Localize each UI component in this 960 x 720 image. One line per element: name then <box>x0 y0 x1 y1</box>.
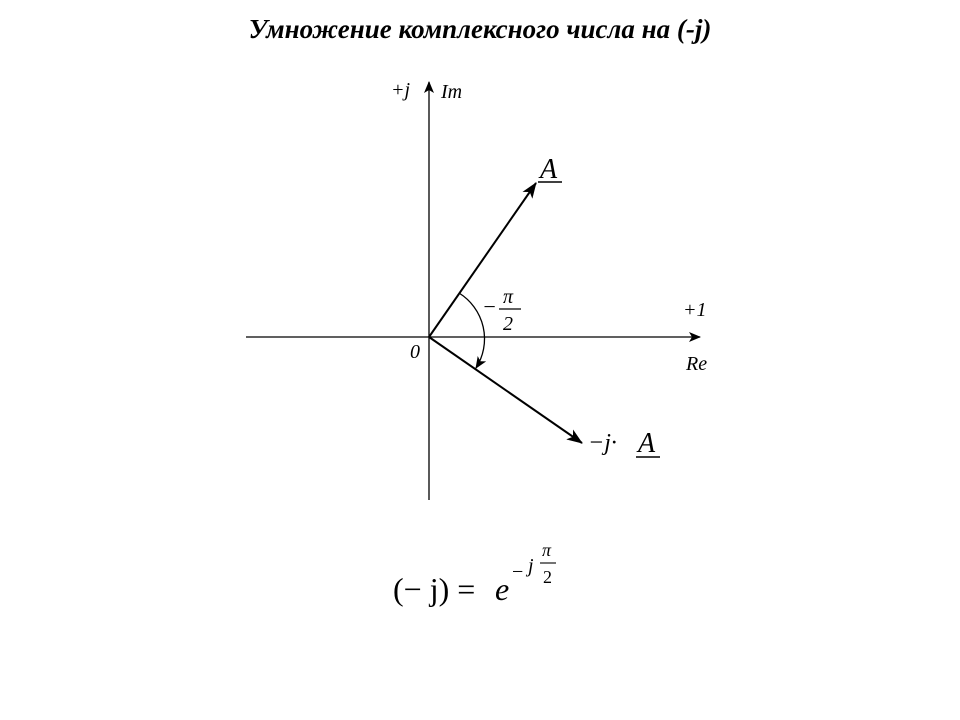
formula-exp-numerator: π <box>542 540 552 560</box>
angle-sign: − <box>482 294 497 319</box>
rotation-arc <box>459 293 485 368</box>
formula-exp-denominator: 2 <box>543 567 552 587</box>
vector-minus-j-a <box>429 337 582 443</box>
origin-label: 0 <box>410 341 420 363</box>
rotated-vector-label: A <box>638 428 656 459</box>
vector-a-label: A <box>540 154 558 185</box>
imag-unit-label: +j <box>391 79 411 101</box>
angle-numerator: π <box>503 286 514 308</box>
imag-axis-label: Im <box>441 81 463 103</box>
formula-lhs: (− j) = <box>393 571 484 607</box>
angle-denominator: 2 <box>503 313 513 335</box>
slide-title: Умножение комплексного числа на (-j) <box>248 14 712 44</box>
real-unit-label: +1 <box>683 299 707 321</box>
formula-base: e <box>495 571 510 607</box>
rotated-vector-prefix: −j· <box>588 430 617 456</box>
real-axis-label: Re <box>686 353 708 375</box>
formula-exp-unit: j <box>528 555 534 577</box>
formula-exp-sign: − <box>512 561 524 583</box>
